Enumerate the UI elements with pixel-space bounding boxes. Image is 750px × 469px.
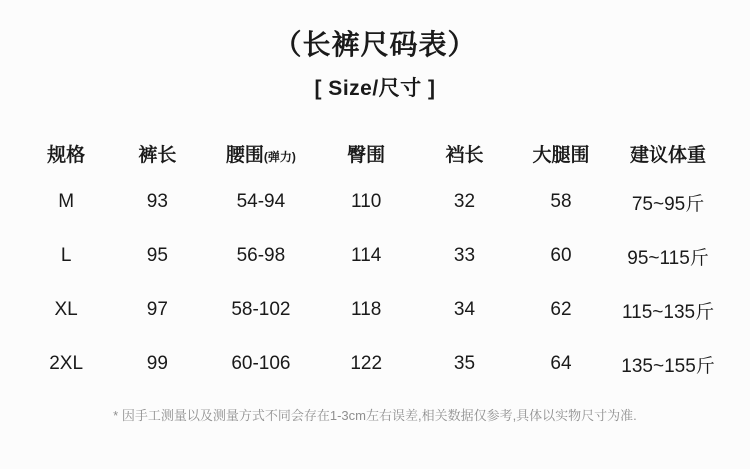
page-title: （长裤尺码表） (273, 29, 477, 60)
header-waist (207, 131, 316, 175)
header-spec: 规格 (47, 144, 86, 166)
measurement-disclaimer: * 因手工测量以及测量方式不同会存在1-3cm左右误差,相关数据仅参考,具体以实物尺寸为准. (113, 408, 637, 423)
header-waist-elastic-note: (弹力) (263, 149, 296, 164)
hip-value: 122 (350, 353, 383, 374)
header-crotch-length: 裆长 (445, 144, 484, 166)
table-header-row (24, 131, 726, 175)
hip-value: 110 (351, 191, 382, 212)
pant-length-value: 97 (146, 299, 168, 320)
header-waist-label: 腰围 (225, 144, 264, 166)
crotch-length-value: 34 (453, 299, 476, 320)
crotch-length-value: 33 (453, 245, 476, 266)
size-label: M (58, 191, 75, 212)
waist-value: 60-106 (231, 353, 291, 374)
size-label: XL (54, 299, 78, 320)
header-pant-length: 裤长 (138, 144, 177, 166)
header-hip: 臀围 (347, 144, 386, 166)
waist-value: 56-98 (236, 245, 286, 266)
crotch-length-value: 35 (453, 353, 476, 374)
thigh-value: 64 (550, 353, 572, 374)
suggested-weight-value: 115~135斤 (622, 301, 715, 323)
crotch-length-value: 32 (453, 191, 476, 212)
hip-value: 118 (351, 299, 382, 320)
suggested-weight-value: 135~155斤 (621, 355, 715, 377)
suggested-weight-value: 95~115斤 (627, 247, 709, 269)
table-row-l (24, 229, 726, 283)
pant-length-value: 95 (146, 245, 168, 266)
header-suggested-weight: 建议体重 (630, 144, 707, 166)
table-row-xl (24, 283, 726, 337)
hip-value: 114 (351, 245, 382, 266)
header-thigh: 大腿围 (532, 144, 590, 166)
pant-length-value: 93 (146, 191, 168, 212)
thigh-value: 62 (550, 299, 572, 320)
size-table (24, 131, 726, 391)
page-subtitle: [ Size/尺寸 ] (314, 77, 436, 100)
thigh-value: 58 (550, 191, 572, 212)
table-row-m (24, 175, 726, 229)
waist-value: 58-102 (231, 299, 291, 320)
waist-value: 54-94 (236, 191, 286, 212)
pant-length-value: 99 (146, 353, 168, 374)
size-label: L (60, 245, 72, 266)
suggested-weight-value: 75~95斤 (631, 193, 705, 215)
thigh-value: 60 (550, 245, 572, 266)
size-label: 2XL (49, 353, 84, 374)
table-row-2xl (24, 337, 726, 391)
